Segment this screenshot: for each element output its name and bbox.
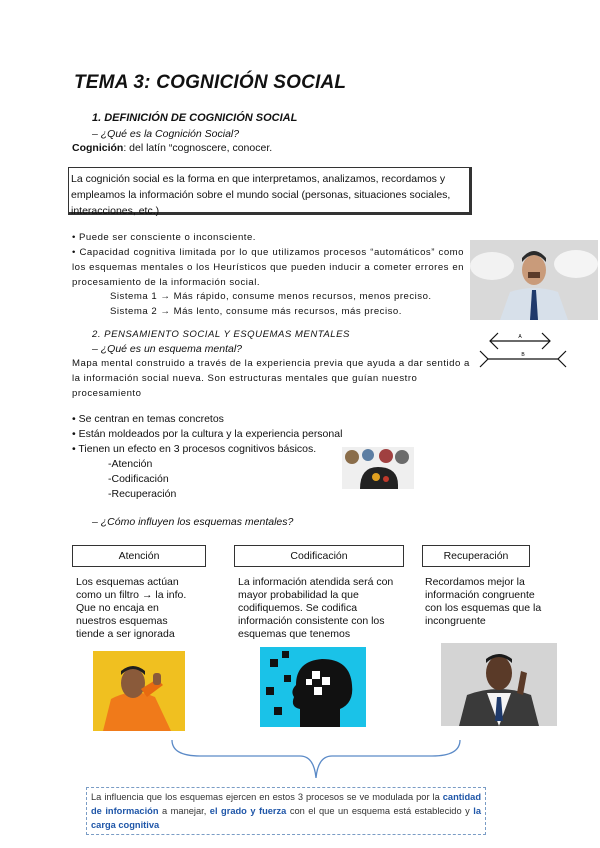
header-codificacion: Codificación bbox=[234, 545, 404, 567]
cognicion-definition-line bbox=[72, 141, 272, 155]
summary-text-3: con el que un esquema está establecido y bbox=[286, 806, 474, 816]
section1-heading: 1. DEFINICIÓN DE COGNICIÓN SOCIAL bbox=[92, 112, 298, 124]
drake-rejecting-image bbox=[93, 651, 185, 731]
stressed-man-image bbox=[470, 240, 598, 320]
section2-question2: – ¿Cómo influyen los esquemas mentales? bbox=[92, 516, 294, 528]
section2-question: – ¿Qué es un esquema mental? bbox=[92, 343, 243, 355]
bullet-procesos: • Tienen un efecto en 3 procesos cognitivos básicos. bbox=[72, 443, 317, 455]
term-cognicion: Cognición bbox=[72, 142, 124, 154]
summary-highlight-grado: el grado y fuerza bbox=[209, 806, 287, 816]
process-atencion: -Atención bbox=[108, 458, 153, 470]
puzzle-head-image bbox=[260, 647, 366, 727]
summary-box bbox=[86, 787, 486, 835]
summary-highlight-cantidad: cantidad de información bbox=[91, 792, 481, 816]
illusion-label-a: A bbox=[518, 334, 522, 340]
page-title: TEMA 3: COGNICIÓN SOCIAL bbox=[74, 72, 347, 93]
bullet-temas: • Se centran en temas concretos bbox=[72, 413, 224, 425]
header-atencion: Atención bbox=[72, 545, 206, 567]
muller-lyer-illusion bbox=[478, 328, 568, 370]
text-atencion: Los esquemas actúan como un filtro → la info. Que no encaja en nuestros esquemas tiende a ser ignorada bbox=[76, 576, 187, 640]
sistema-1: Sistema 1 → Más rápido, consume menos recursos, menos preciso. bbox=[110, 291, 432, 302]
process-codificacion: -Codificación bbox=[108, 473, 169, 485]
text-recuperacion: Recordamos mejor la información congruente con los esquemas que la incongruente bbox=[425, 576, 542, 627]
summary-text-2: a manejar, bbox=[158, 806, 210, 816]
illusion-label-b: B bbox=[521, 352, 525, 358]
header-recuperacion: Recuperación bbox=[422, 545, 530, 567]
brain-gears-image bbox=[342, 447, 414, 489]
definition-box: La cognición social es la forma en que interpretamos, analizamos, recordamos y empleamos la información sobre el mundo social (personas, situaciones sociales, interacciones, etc.) bbox=[68, 167, 472, 215]
section1-question: – ¿Qué es la Cognición Social? bbox=[92, 128, 240, 140]
term-definition: : del latín “cognoscere, conocer. bbox=[123, 142, 273, 154]
bullet-cultura: • Están moldeados por la cultura y la experiencia personal bbox=[72, 428, 343, 440]
summary-highlight-carga: la carga cognitiva bbox=[91, 806, 481, 830]
bullet-capacidad: • Capacidad cognitiva limitada por lo que utilizamos procesos “automáticos” como los esquemas mentales o los Heurísticos que pueden inducir a cometer errores en procesamiento de la información social. bbox=[72, 247, 464, 288]
process-recuperacion: -Recuperación bbox=[108, 488, 177, 500]
bullet-consciente: • Puede ser consciente o inconsciente. bbox=[72, 232, 256, 243]
summary-text-1: La influencia que los esquemas ejercen en estos 3 procesos se ve modulada por la bbox=[91, 792, 443, 802]
esquema-definition: Mapa mental construido a través de la experiencia previa que ayuda a dar sentido a la información social nueva. Son estructuras mentales que guían nuestro procesamiento bbox=[72, 358, 470, 399]
grouping-brace bbox=[170, 738, 462, 782]
sistema-2: Sistema 2 → Más lento, consume más recursos, más preciso. bbox=[110, 306, 402, 317]
text-codificacion: La información atendida será con mayor probabilidad la que codifiquemos. Se codifica información consistente con los esquemas que tenemos bbox=[238, 576, 394, 640]
section2-heading: 2. PENSAMIENTO SOCIAL Y ESQUEMAS MENTALES bbox=[92, 329, 350, 340]
thinking-man-image bbox=[441, 643, 557, 726]
